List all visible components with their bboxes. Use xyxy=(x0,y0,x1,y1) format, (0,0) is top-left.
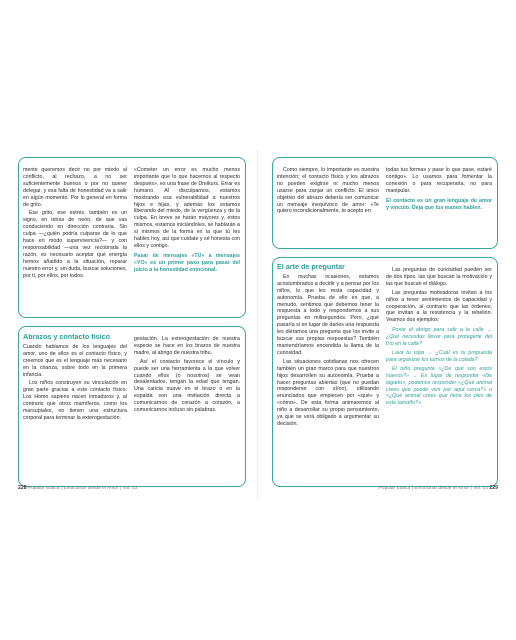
page-number: 228 xyxy=(18,485,27,491)
right-top-col2 xyxy=(386,167,492,247)
left-top-col1 xyxy=(23,167,127,315)
section-heading: Abrazos y contacto físico xyxy=(23,334,111,341)
example-item: Ponte el abrigo para salir a la calle → ¿Qué necesitas llevar para protegerte del frío en la calle? xyxy=(386,327,492,348)
left-bottom-col1 xyxy=(23,334,127,484)
example-item: Lava tu ropa → ¿Cuál es tu propuesta para organizar los turnos de la colada? xyxy=(386,349,492,363)
right-page xyxy=(258,0,516,640)
paragraph: Cuando hablamos de los lenguajes del amor, uno de ellos es el contacto físico, y creemos que es el lenguaje más necesario en la crianza, sobre todo en la primera infancia. xyxy=(23,343,127,378)
example-item: El niño pregunta «¿De qué son estos huevos?» → En lugar de responder «De lagarto», podemos responder «¿Qué animal crees que puede vivir por aquí cerca?» o «¿Qué animal crees que tiene los pies de este tamaño?». xyxy=(386,365,492,407)
paragraph: Las situaciones cotidianas nos ofrecen también un gran marco para que nuestros hijos desarrollen su autonomía. Prueba a hacer preguntas abiertas (que no puedan responderse con sí/no), utilizando enunciados que empiecen por «qué» y «cómo». De esta forma animaremos al niño a desarrollar su propio pensamiento, ya que se verá obligado a argumentar su decisión. xyxy=(277,358,379,427)
paragraph: Así el contacto favorece el vínculo y puede ser una herramienta a la que volver cuando ellos (o nosotros) se vean desalentados, tengan la edad que tengan. Una caricia suave en el brazo o en la espalda son una invitación directa a comunicarnos de corazón a corazón, a comunicarnos incluso sin palabras. xyxy=(134,358,240,414)
paragraph: En muchas ocasiones, estamos acostumbrados a decidir y a pensar por los niños, lo que les resta capacidad y autonomía. Prueba de ello es que, a menudo, sentimos que debemos tener la respuesta a todo y respondemos a sus preguntas en milisegundos. Pero, ¿qué pasaría si en lugar de darles una respuesta les diéramos una pregunta que los invite a buscar sus propias respuestas? También mantendríamos encendida la llama de la curiosidad. xyxy=(277,273,379,356)
paragraph: mente queremos decir no por miedo al conflicto, al rechazo, a no ser suficientemente buenos o por no querer delegar, y esa falta de honestidad va a salir en algún momento. Por lo general en forma de grito. xyxy=(23,167,127,208)
paragraph: «Cometer un error es mucho menos importante que lo que hacemos al respecto después», es una frase de Dreikurs. Errar es humano. Al disculparnos, estamos mostrando esa vulnerabilidad a nuestros hijos e hijas, y además los estamos liberando del miedo, de la vergüenza y de la culpa. En breve se harán mayores y, estos mismos, estamos iniciándoles, se hablarán a sí mismos de la forma en la que tú les hables hoy, así que cuídate y sé honesta con ellos y contigo. xyxy=(134,167,240,249)
paragraph: Las preguntas de curiosidad pueden ser de dos tipos. las que buscan la motivación y las que buscan el diálogo. xyxy=(386,267,492,287)
page-footer xyxy=(18,485,137,491)
right-bottom-col1 xyxy=(277,264,379,484)
section-heading: El arte de preguntar xyxy=(277,264,345,271)
paragraph: todas tus formas y pase lo que pase, estaré contigo». Lo usamos para fomentar la conexión o para recuperarla, no para manipular. xyxy=(386,167,492,194)
paragraph: gestación. La exterogestación de nuestra especie se hace en los brazos de nuestra madre, al abrigo de nuestra tribu. xyxy=(134,336,240,356)
page-number: 229 xyxy=(489,485,498,491)
page-footer xyxy=(379,485,498,491)
right-top-box xyxy=(272,157,498,249)
left-top-col2 xyxy=(134,167,240,315)
paragraph: Como siempre, lo importante es nuestra intención; el contacto físico y los abrazos no pueden exigirse ni mucho menos usarse para zanjar un conflicto. El único objetivo del abrazo debería ser comunicar un mensaje inequívoco de amor: «Te quiero incondicionalmente, te acepto en xyxy=(277,167,379,215)
paragraph: Ese grito, ese estrés, también es un signo, en letras de neón, de que vas conduciendo en dirección contraria. Sin culpa —¿quién podría culparse de lo que hace en modo supervivencia?— y con responsabilidad —una vez recobrada la razón, es necesario aceptar qué energía hemos añadido a la situación, reparar nuestro error y, sin duda, buscar soluciones, por ti, por ellos, por todos. xyxy=(23,210,127,279)
highlight-text: Pasar de mensajes «TÚ» a mensajes «YO» es un primer paso para pasar del juicio a la honestidad emocional. xyxy=(134,252,240,273)
right-bottom-box xyxy=(272,257,498,487)
left-top-box xyxy=(18,157,246,318)
highlight-text: El contacto es un gran lenguaje de amor y vínculo. Deja que tus manos hablen. xyxy=(386,197,492,211)
footer-text: Popular Educa | Emocionar desde el Amor | Vol. 03 xyxy=(28,485,138,490)
left-bottom-col2 xyxy=(134,336,240,484)
footer-text: Popular Educa | Emocionar desde el Amor | Vol. 03 xyxy=(378,485,488,490)
paragraph: Las preguntas motivadoras invitan a los niños a tener sentimientos de capacidad y cooperación, al contrario que las órdenes, que invitan a la resistencia y la rebelión. Veamos dos ejemplos: xyxy=(386,289,492,324)
left-bottom-box xyxy=(18,326,246,487)
right-top-col1 xyxy=(277,167,379,247)
paragraph: Los niños construyen su vinculación en gran parte gracias a este contacto físico. Los Homo sapiens nacen inmaduros y, al contrario que otros mamíferos, como los marsupiales, no tienen una estructura corporal para terminar la exterogestación. xyxy=(23,380,127,421)
right-bottom-col2 xyxy=(386,267,492,484)
